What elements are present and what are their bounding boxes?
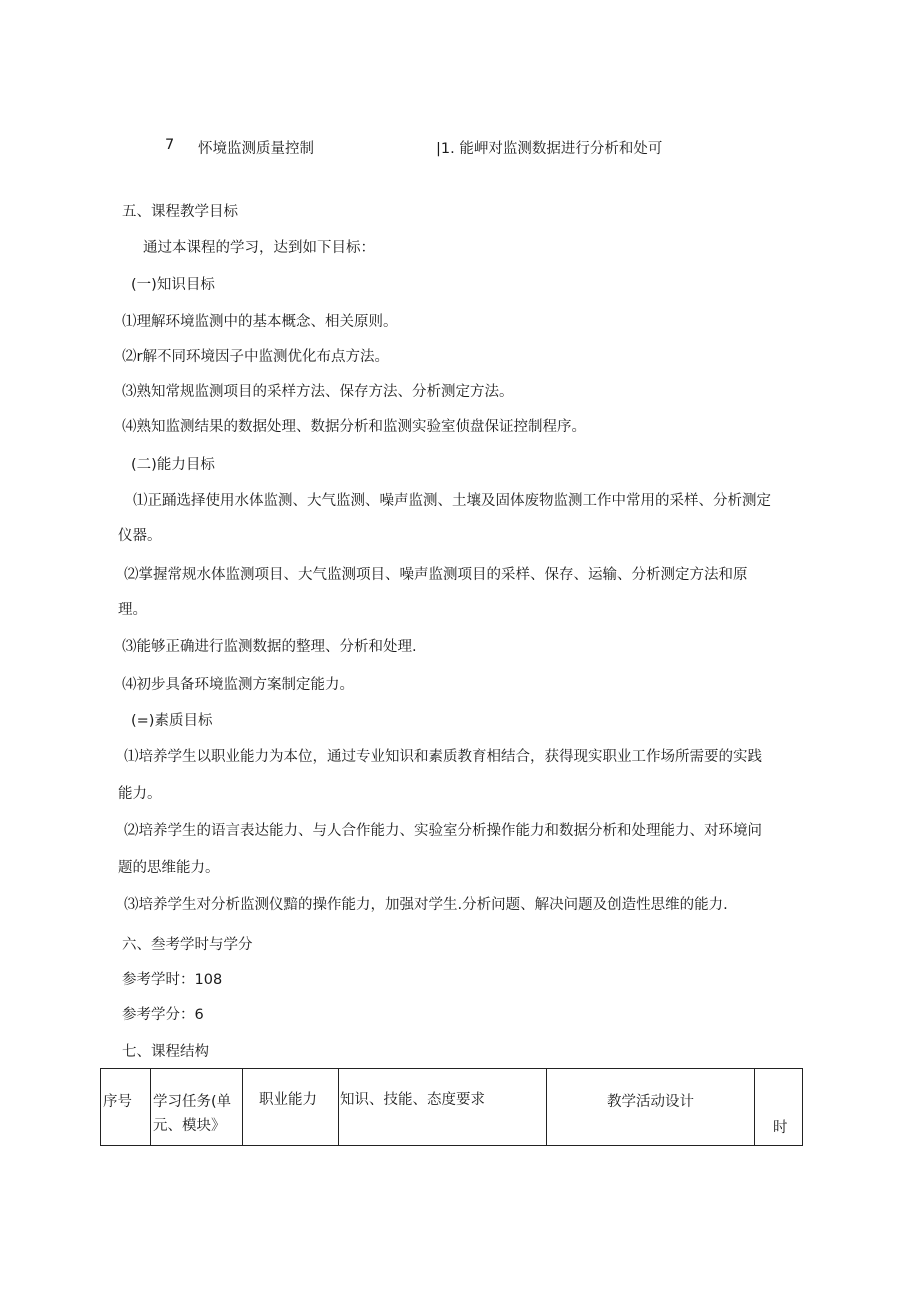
reference-credits: 参考学分：6 (122, 1007, 204, 1023)
header-ability: 职业能力 (243, 1069, 339, 1146)
ability-heading: (二)能力目标 (131, 457, 215, 473)
ability-item-2-line2: 理。 (118, 602, 147, 618)
section7-heading: 七、课程结构 (122, 1044, 209, 1060)
ability-item-1-line2: 仪器。 (118, 528, 162, 544)
quality-item-1-line2: 能力。 (118, 786, 162, 802)
section5-heading: 五、课程教学目标 (122, 204, 238, 220)
knowledge-item-4: ⑷熟知监测结果的数据处理、数据分析和监测实验室侦盘保证控制程序。 (122, 419, 586, 435)
top-row-number: 7 (165, 137, 175, 153)
section5-intro: 通过本课程的学习，达到如下目标： (143, 240, 375, 256)
knowledge-heading: (一)知识目标 (131, 277, 215, 293)
course-structure-table (100, 1068, 803, 1146)
top-row-ability: |1. 能岬对监测数据进行分析和处可 (436, 141, 663, 157)
top-row-task: 怀境监测质量控制 (198, 141, 314, 157)
quality-item-2-line1: ⑵培养学生的语言表达能力、与人合作能力、实验室分析操作能力和数据分析和处理能力、对环境问 (124, 823, 762, 839)
reference-hours: 参考学时：108 (122, 972, 223, 988)
ability-item-3: ⑶能够正确进行监测数据的整理、分析和处理. (122, 639, 417, 655)
knowledge-item-2: ⑵r解不同环境因子中监测优化布点方法。 (122, 349, 389, 365)
header-knowledge: 知识、技能、态度要求 (339, 1069, 547, 1146)
ability-item-2-line1: ⑵掌握常规水体监测项目、大气监测项目、噪声监测项目的采样、保存、运输、分析测定方法和原 (124, 567, 748, 583)
knowledge-item-1: ⑴理解环境监测中的基本概念、相关原则。 (122, 314, 398, 330)
quality-item-3: ⑶培养学生对分析监测仪黯的操作能力，加强对学生.分析问题、解决问题及创造性思维的能力. (124, 897, 728, 913)
header-seq: 序号 (101, 1069, 151, 1146)
header-task: 学习任务(单 元、模块》 (151, 1069, 243, 1146)
section6-heading: 六、叁考学时与学分 (122, 937, 253, 953)
table-header-row (101, 1069, 803, 1146)
header-hours: 时 (755, 1069, 803, 1146)
quality-item-2-line2: 题的思维能力。 (118, 860, 220, 876)
knowledge-item-3: ⑶熟知常规监测项目的采样方法、保存方法、分析测定方法。 (122, 384, 514, 400)
quality-heading: (=)素质目标 (131, 713, 213, 729)
ability-item-4: ⑷初步具备环境监测方案制定能力。 (122, 677, 354, 693)
header-activity: 教学活动设计 (547, 1069, 755, 1146)
ability-item-1-line1: ⑴正踊选择使用水体监测、大气监测、噪声监测、土壤及固体废物监测工作中常用的采样、分析测定 (133, 493, 771, 509)
quality-item-1-line1: ⑴培养学生以职业能力为本位，通过专业知识和素质教育相结合，获得现实职业工作场所需要的实践 (124, 749, 762, 765)
